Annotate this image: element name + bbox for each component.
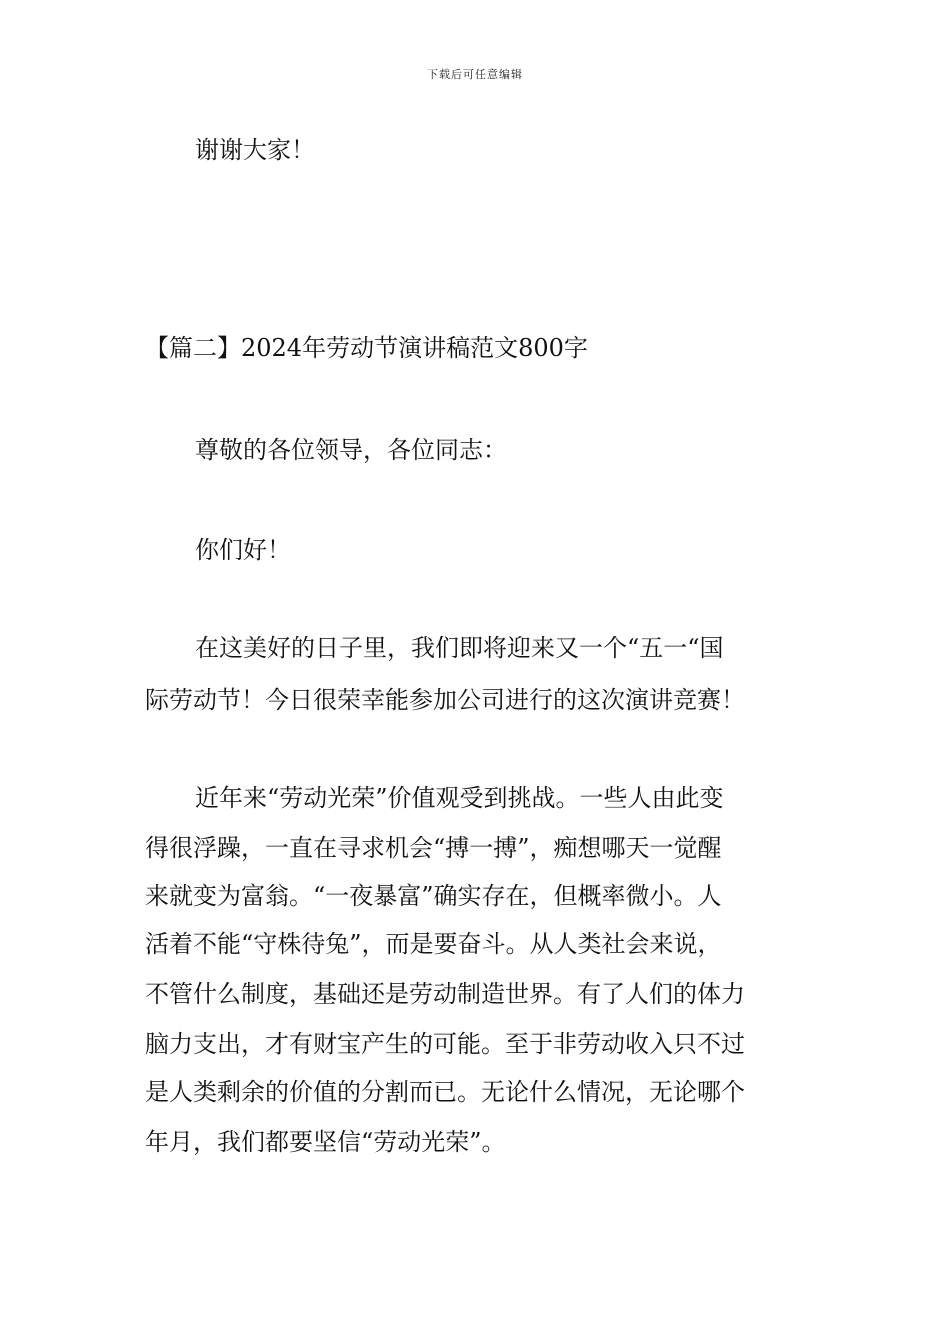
paragraph-2-line-2: 得很浮躁，一直在寻求机会“搏一搏”，痴想哪天一觉醒 bbox=[145, 834, 722, 862]
download-note: 下载后可任意编辑 bbox=[427, 68, 523, 81]
paragraph-1-line-2: 际劳动节！今日很荣幸能参加公司进行的这次演讲竞赛！ bbox=[145, 686, 745, 714]
paragraph-2-line-4: 活着不能“守株待兔”，而是要奋斗。从人类社会来说， bbox=[145, 930, 722, 958]
greeting: 你们好！ bbox=[195, 536, 291, 564]
paragraph-2-line-1: 近年来“劳动光荣”价值观受到挑战。一些人由此变 bbox=[195, 784, 724, 812]
salutation: 尊敬的各位领导，各位同志： bbox=[195, 436, 507, 464]
closing-line: 谢谢大家！ bbox=[195, 136, 315, 164]
section-title: 【篇二】2024年劳动节演讲稿范文800字 bbox=[145, 334, 588, 362]
paragraph-1-line-1: 在这美好的日子里，我们即将迎来又一个“五一“国 bbox=[195, 634, 724, 662]
paragraph-2-line-8: 年月，我们都要坚信“劳动光荣”。 bbox=[145, 1128, 506, 1156]
paragraph-2-line-7: 是人类剩余的价值的分割而已。无论什么情况，无论哪个 bbox=[145, 1078, 745, 1106]
paragraph-2-line-5: 不管什么制度，基础还是劳动制造世界。有了人们的体力 bbox=[145, 980, 745, 1008]
paragraph-2-line-6: 脑力支出，才有财宝产生的可能。至于非劳动收入只不过 bbox=[145, 1030, 745, 1058]
paragraph-2-line-3: 来就变为富翁。“一夜暴富”确实存在，但概率微小。人 bbox=[145, 882, 722, 910]
